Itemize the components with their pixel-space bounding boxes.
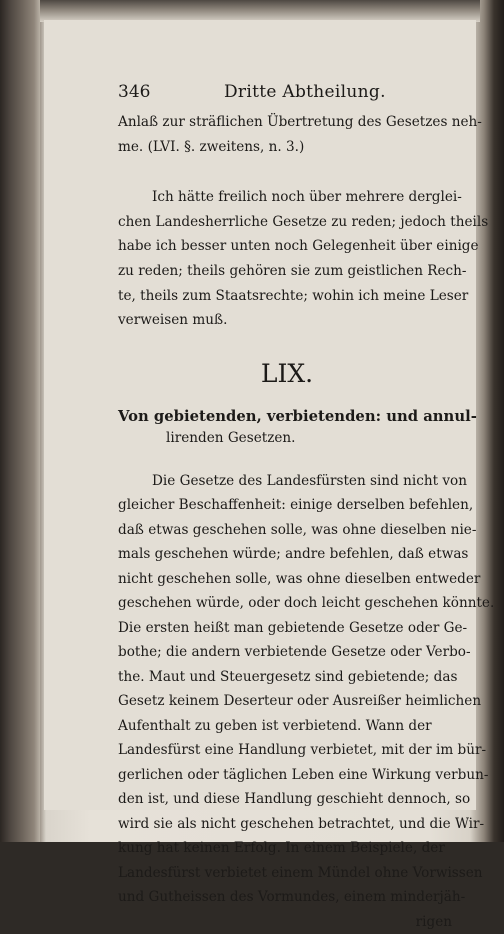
text-line: Aufenthalt zu geben ist verbietend. Wann der (118, 717, 432, 734)
section-numeral: LIX. (260, 358, 314, 388)
text-line: Landesfürst verbietet einem Mündel ohne Vorwissen (118, 864, 483, 881)
top-edge-shadow (40, 0, 480, 22)
section-heading-continuation: lirenden Gesetzen. (166, 429, 296, 446)
text-line: gerlichen oder täglichen Leben eine Wirkung verbun- (118, 766, 489, 783)
text-line: the. Maut und Steuergesetz sind gebietende; das (118, 668, 458, 685)
text-line: Anlaß zur sträflichen Übertretung des Gesetzes neh- (118, 114, 482, 130)
paragraph-2 (118, 185, 489, 333)
section-heading (118, 407, 477, 427)
text-line: daß etwas geschehen solle, was ohne dieselben nie- (118, 521, 477, 538)
text-line: bothe; die andern verbietende Gesetze oder Verbo- (118, 644, 471, 661)
text-line: verweisen muß. (118, 312, 228, 329)
text-line: me. (LVI. §. zweitens, n. 3.) (118, 138, 305, 155)
paragraph-3 (118, 469, 495, 910)
text-line: mals geschehen würde; andre befehlen, daß etwas (118, 546, 469, 563)
section-heading-line: Von gebietenden, verbietenden: und annul- (118, 407, 477, 425)
text-line: Die ersten heißt man gebietende Gesetze oder Ge- (118, 619, 468, 636)
text-line: habe ich besser unten noch Gelegenheit über einige (118, 238, 479, 255)
catchword: rigen (415, 913, 452, 930)
text-line: Ich hätte freilich noch über mehrere derglei- (152, 189, 462, 206)
text-line: chen Landesherrliche Gesetze zu reden; jedoch theils (118, 213, 489, 230)
text-line: den ist, und diese Handlung geschieht dennoch, so (118, 791, 471, 808)
paragraph-1 (118, 110, 482, 159)
text-line: Landesfürst eine Handlung verbietet, mit der im bür- (118, 742, 487, 759)
text-line: und Gutheissen des Vormundes, einem minderjäh- (118, 889, 466, 906)
page-text (72, 80, 495, 934)
text-line: nicht geschehen solle, was ohne dieselben entweder (118, 570, 481, 587)
text-line: geschehen würde, oder doch leicht geschehen könnte. (118, 595, 495, 612)
text-line: te, theils zum Staatsrechte; wohin ich meine Leser (118, 287, 469, 304)
running-head (118, 80, 456, 110)
text-line: zu reden; theils gehören sie zum geistlichen Rech- (118, 262, 467, 279)
page-number: 346 (118, 82, 151, 102)
text-line: wird sie als nicht geschehen betrachtet, und die Wir- (118, 815, 485, 832)
running-head-title: Dritte Abtheilung. (224, 82, 386, 102)
text-line: Die Gesetze des Landesfürsten sind nicht von (152, 472, 467, 489)
text-line: gleicher Beschaffenheit: einige derselben befehlen, (118, 497, 474, 514)
text-line: kung hat keinen Erfolg. In einem Beispiele, der (118, 840, 445, 857)
book-spine (0, 0, 40, 842)
text-line: Gesetz keinem Deserteur oder Ausreißer heimlichen (118, 693, 482, 710)
